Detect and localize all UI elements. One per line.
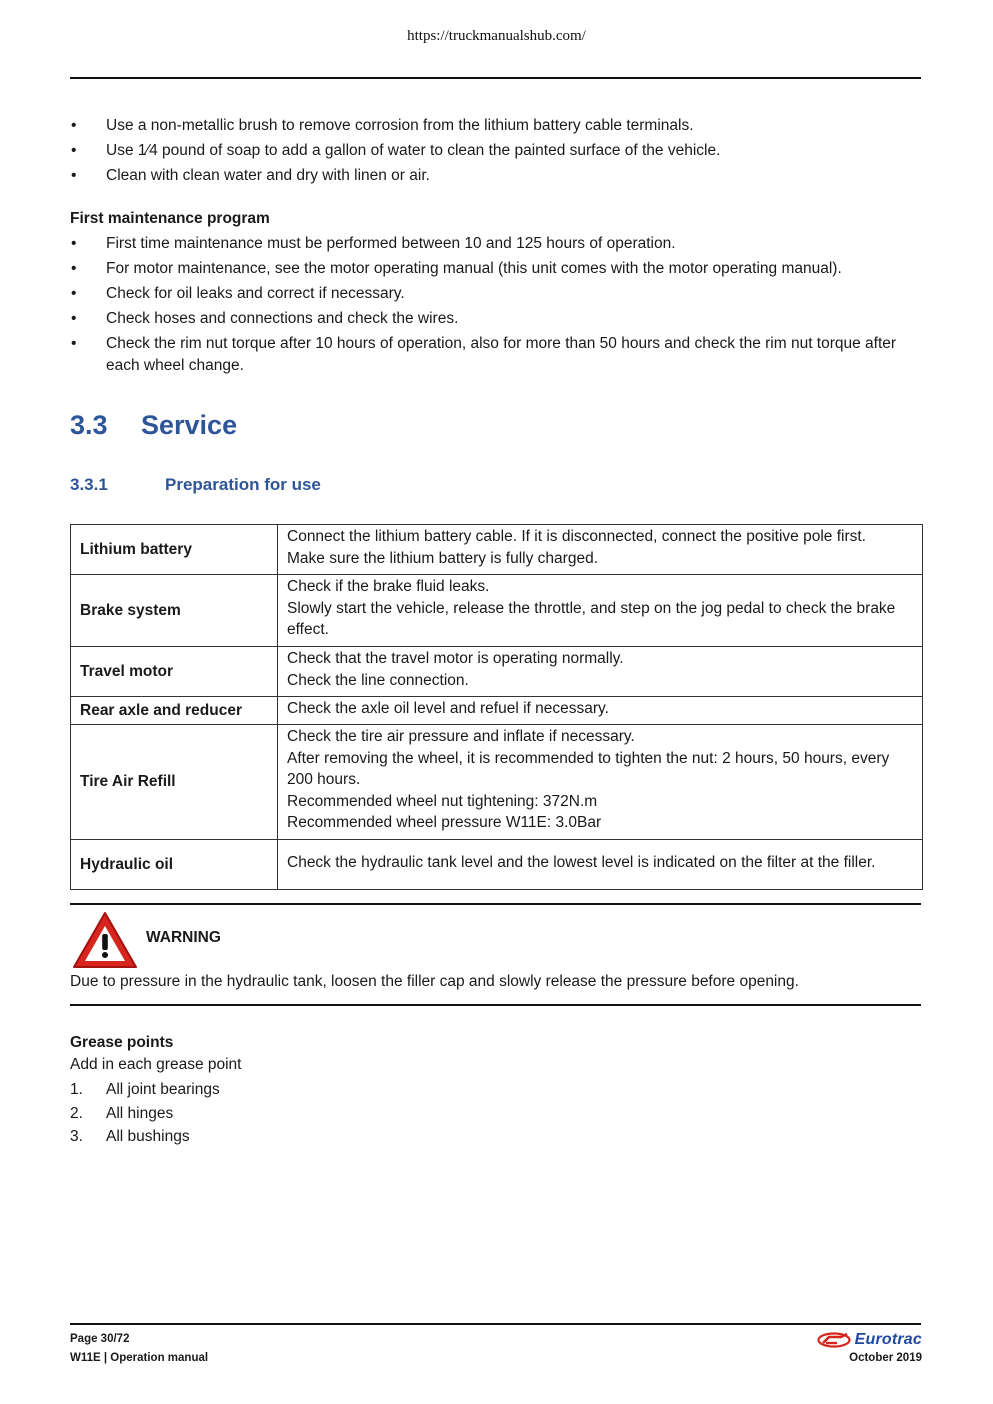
table-row [71, 575, 923, 647]
table-cell-item: Hydraulic oil [71, 840, 278, 890]
description-line: Check if the brake fluid leaks. [287, 578, 490, 596]
list-item: • Check hoses and connections and check the wires. [70, 308, 922, 330]
description-line: Recommended wheel pressure W11E: 3.0Bar [287, 814, 602, 832]
document-date: October 2019 [849, 1352, 922, 1364]
table-row [71, 725, 923, 840]
first-maintenance-section [70, 208, 922, 380]
source-url: https://truckmanualshub.com/ [407, 28, 586, 44]
description-line: Connect the lithium battery cable. If it is disconnected, connect the positive pole first. [287, 527, 866, 545]
description-line: Check the axle oil level and refuel if necessary. [287, 699, 609, 717]
header-rule [70, 77, 921, 79]
section-heading [70, 410, 237, 441]
section-title: Service [141, 410, 238, 440]
section-number: 3.3 [70, 410, 108, 440]
list-item [70, 1102, 922, 1126]
table-row [71, 840, 923, 890]
grease-list [70, 1078, 922, 1149]
description-line: Check the hydraulic tank level and the lowest level is indicated on the filter at the filler. [287, 853, 876, 871]
brand-name: Eurotrac [854, 1331, 922, 1348]
table-cell-item: Rear axle and reducer [71, 697, 278, 725]
table-cell-description [278, 697, 923, 725]
table-row [71, 525, 923, 575]
table-row [71, 697, 923, 725]
list-item [70, 1125, 922, 1149]
description-line: Check that the travel motor is operating normally. [287, 649, 624, 667]
document-title: W11E | Operation manual [70, 1352, 209, 1364]
grease-section [70, 1032, 922, 1149]
intro-bullet-list [70, 115, 922, 187]
eurotrac-logo [817, 1330, 922, 1349]
table-cell-description [278, 725, 923, 840]
description-line: Check the tire air pressure and inflate if necessary. [287, 728, 635, 746]
table-cell-item: Travel motor [71, 647, 278, 697]
grease-title: Grease points [70, 1034, 174, 1051]
footer-right [817, 1330, 922, 1368]
description-line: Check the line connection. [287, 671, 469, 689]
warning-bottom-rule [70, 1004, 921, 1006]
subsection-heading [70, 475, 321, 495]
list-text: All hinges [106, 1104, 174, 1122]
list-number: 2. [70, 1104, 83, 1122]
description-line: Make sure the lithium battery is fully charged. [287, 549, 598, 567]
list-number: 3. [70, 1128, 83, 1145]
footer-rule [70, 1323, 921, 1325]
intro-section [70, 115, 922, 190]
list-item: • Check for oil leaks and correct if necessary. [70, 283, 922, 305]
table-cell-description [278, 525, 923, 575]
eurotrac-mark-icon [817, 1332, 851, 1348]
list-number: 1. [70, 1081, 83, 1098]
description-line: Recommended wheel nut tightening: 372N.m [287, 792, 598, 810]
list-item: • Check the rim nut torque after 10 hours of operation, also for more than 50 hours and check the rim nut torque after each wheel change. [70, 333, 922, 377]
table-cell-description [278, 647, 923, 697]
warning-title: WARNING [146, 929, 221, 946]
list-item: • First time maintenance must be performed between 10 and 125 hours of operation. [70, 233, 922, 255]
table-cell-description [278, 840, 923, 890]
subsection-number: 3.3.1 [70, 475, 108, 494]
description-line: Slowly start the vehicle, release the throttle, and step on the jog pedal to check the brake effect. [287, 599, 896, 639]
table-cell-item: Lithium battery [71, 525, 278, 575]
first-maintenance-title: First maintenance program [70, 210, 270, 227]
warning-triangle-icon [71, 910, 139, 975]
description-line: After removing the wheel, it is recommended to tighten the nut: 2 hours, 50 hours, every 200 hours. [287, 749, 890, 789]
list-text: All bushings [106, 1128, 190, 1145]
list-item: • Use 1⁄4 pound of soap to add a gallon of water to clean the painted surface of the vehicle. [70, 140, 922, 162]
footer-left [70, 1330, 208, 1368]
first-maintenance-list [70, 233, 922, 377]
grease-intro: Add in each grease point [70, 1056, 242, 1073]
list-item: • Clean with clean water and dry with linen or air. [70, 165, 922, 187]
table-row [71, 647, 923, 697]
list-item: • Use a non-metallic brush to remove corrosion from the lithium battery cable terminals. [70, 115, 922, 137]
warning-top-rule [70, 903, 921, 905]
warning-text: Due to pressure in the hydraulic tank, loosen the filler cap and slowly release the pressure before opening. [70, 973, 799, 990]
page-number: Page 30/72 [70, 1333, 130, 1345]
list-item [70, 1078, 922, 1102]
list-item: • For motor maintenance, see the motor operating manual (this unit comes with the motor operating manual). [70, 258, 922, 280]
preparation-table [70, 524, 923, 890]
list-text: All joint bearings [106, 1081, 220, 1098]
subsection-title: Preparation for use [165, 475, 321, 494]
table-cell-description [278, 575, 923, 647]
table-cell-item: Brake system [71, 575, 278, 647]
table-cell-item: Tire Air Refill [71, 725, 278, 840]
